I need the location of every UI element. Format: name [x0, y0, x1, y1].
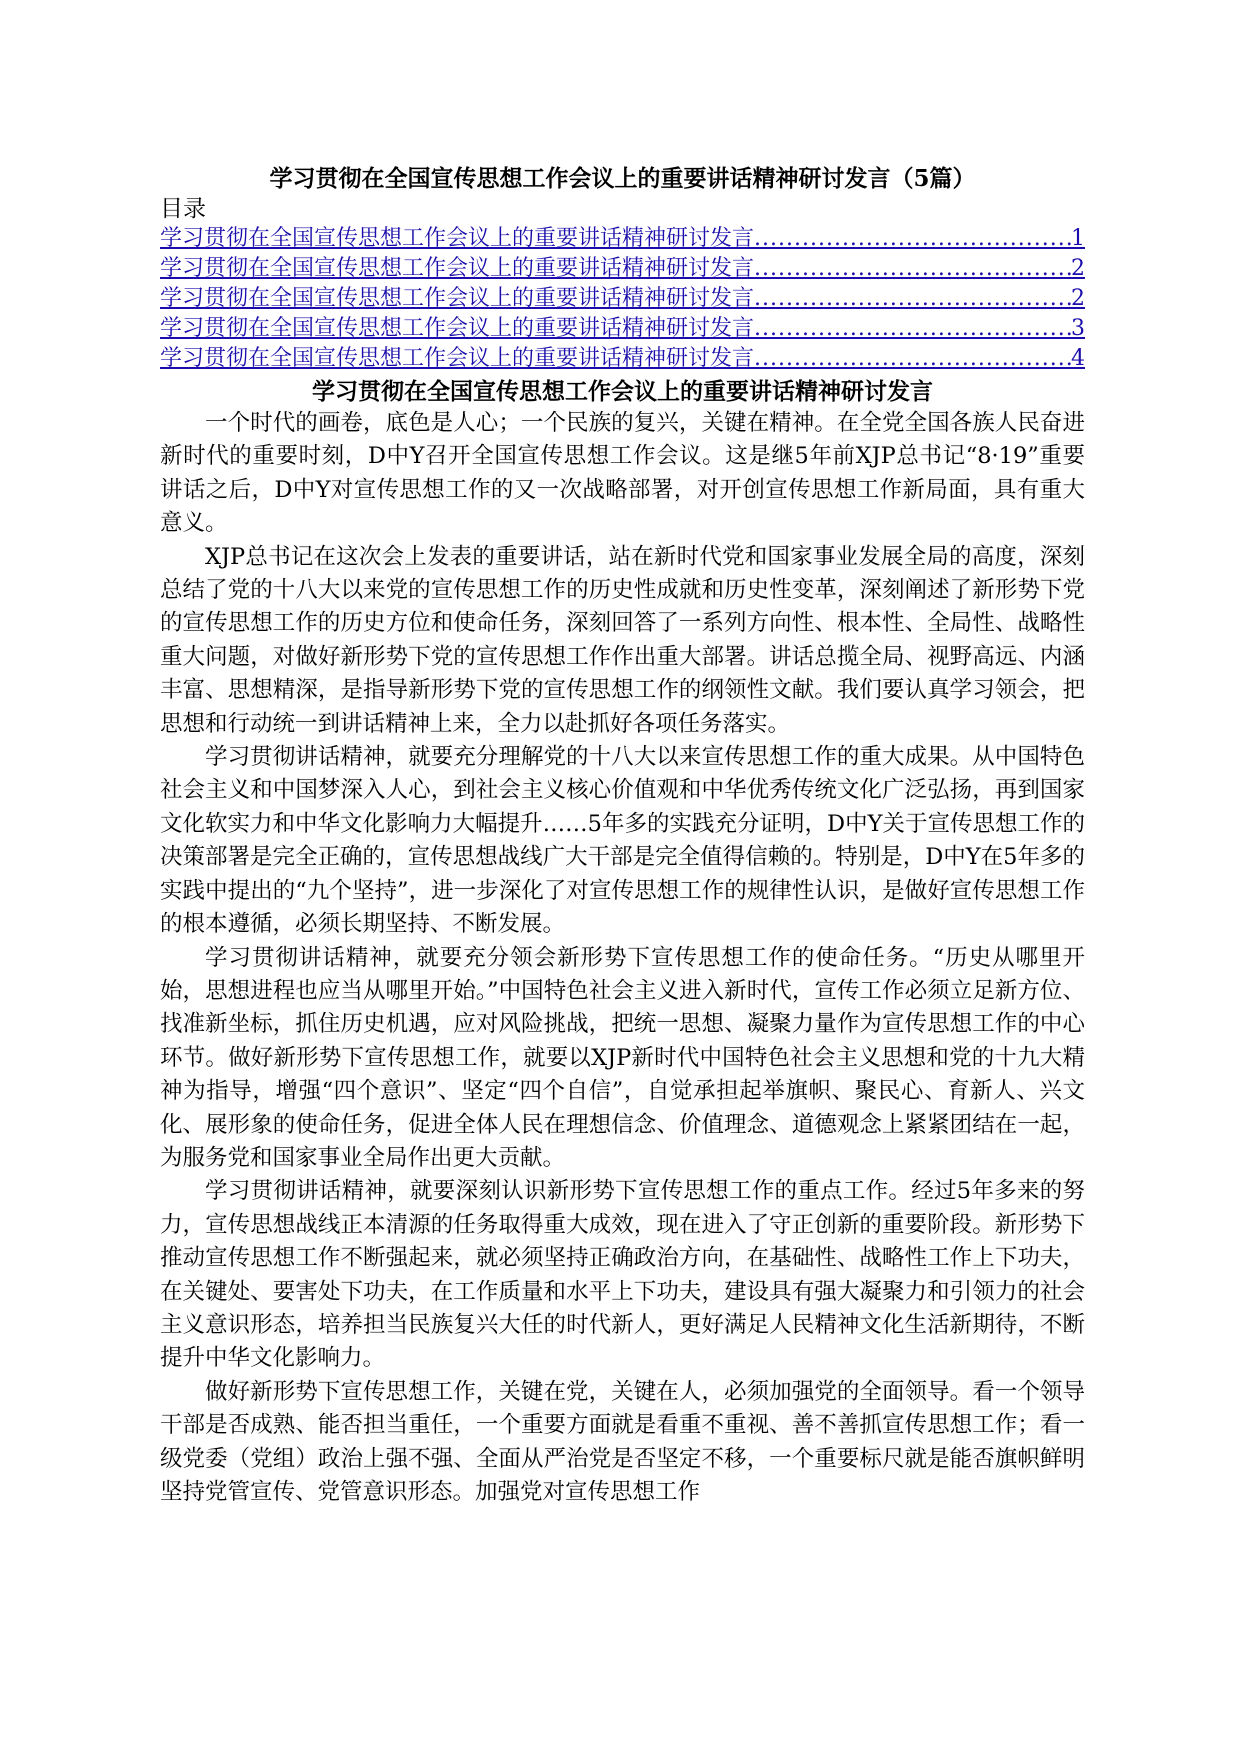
toc-link-4[interactable] [160, 314, 1085, 344]
toc-dot-leader [754, 284, 1071, 314]
body-paragraph: 学习贯彻讲话精神，就要充分领会新形势下宣传思想工作的使命任务。“历史从哪里开始，思想进程也应当从哪里开始。”中国特色社会主义进入新时代，宣传工作必须立足新方位、找准新坐标，抓住历史机遇，应对风险挑战，把统一思想、凝聚力量作为宣传思想工作的中心环节。做好新形势下宣传思想工作，就要以XJP新时代中国特色社会主义思想和党的十九大精神为指导，增强“四个意识”、坚定“四个自信”，自觉承担起举旗帜、聚民心、育新人、兴文化、展形象的使命任务，促进全体人民在理想信念、价值理念、道德观念上紧紧团结在一起，为服务党和国家事业全局作出更大贡献。 [160, 944, 1085, 1171]
toc-link-2[interactable] [160, 254, 1085, 284]
toc-link-text: 学习贯彻在全国宣传思想工作会议上的重要讲话精神研讨发言 [160, 346, 755, 371]
toc-link-5[interactable] [160, 344, 1085, 374]
toc-page-number: 3 [1071, 316, 1085, 341]
toc-dot-leader [754, 314, 1071, 344]
toc-link-text: 学习贯彻在全国宣传思想工作会议上的重要讲话精神研讨发言 [160, 286, 755, 311]
toc-link-text: 学习贯彻在全国宣传思想工作会议上的重要讲话精神研讨发言 [160, 226, 755, 251]
toc-heading: 目录 [160, 196, 206, 222]
body-paragraph: XJP总书记在这次会上发表的重要讲话，站在新时代党和国家事业发展全局的高度，深刻总结了党的十八大以来党的宣传思想工作的历史性成就和历史性变革，深刻阐述了新形势下党的宣传思想工作的历史方位和使命任务，深刻回答了一系列方向性、根本性、全局性、战略性重大问题，对做好新形势下党的宣传思想工作作出重大部署。讲话总揽全局、视野高远、内涵丰富、思想精深，是指导新形势下党的宣传思想工作的纲领性文献。我们要认真学习领会，把思想和行动统一到讲话精神上来，全力以赴抓好各项任务落实。 [160, 543, 1085, 737]
toc-page-number: 1 [1071, 226, 1085, 251]
toc-link-text: 学习贯彻在全国宣传思想工作会议上的重要讲话精神研讨发言 [160, 256, 755, 281]
section-title: 学习贯彻在全国宣传思想工作会议上的重要讲话精神研讨发言 [312, 378, 933, 405]
toc-link-1[interactable] [160, 224, 1085, 254]
toc-dot-leader [754, 254, 1071, 284]
toc-page-number: 2 [1071, 286, 1085, 311]
document-title: 学习贯彻在全国宣传思想工作会议上的重要讲话精神研讨发言（5篇） [269, 165, 976, 192]
toc-dot-leader [754, 224, 1071, 254]
toc-link-text: 学习贯彻在全国宣传思想工作会议上的重要讲话精神研讨发言 [160, 316, 755, 341]
table-of-contents [160, 224, 1085, 374]
toc-dot-leader [754, 344, 1071, 374]
toc-page-number: 4 [1071, 346, 1085, 371]
body-paragraph: 做好新形势下宣传思想工作，关键在党，关键在人，必须加强党的全面领导。看一个领导干部是否成熟、能否担当重任，一个重要方面就是看重不重视、善不善抓宣传思想工作；看一级党委（党组）政治上强不强、全面从严治党是否坚定不移，一个重要标尺就是能否旗帜鲜明坚持党管宣传、党管意识形态。加强党对宣传思想工作 [160, 1378, 1085, 1505]
toc-page-number: 2 [1071, 256, 1085, 281]
body-paragraph: 学习贯彻讲话精神，就要深刻认识新形势下宣传思想工作的重点工作。经过5年多来的努力，宣传思想战线正本清源的任务取得重大成效，现在进入了守正创新的重要阶段。新形势下推动宣传思想工作不断强起来，就必须坚持正确政治方向，在基础性、战略性工作上下功夫，在关键处、要害处下功夫，在工作质量和水平上下功夫，建设具有强大凝聚力和引领力的社会主义意识形态，培养担当民族复兴大任的时代新人，更好满足人民精神文化生活新期待，不断提升中华文化影响力。 [160, 1178, 1085, 1372]
document-page [160, 163, 1085, 1509]
toc-link-3[interactable] [160, 284, 1085, 314]
body-paragraph: 学习贯彻讲话精神，就要充分理解党的十八大以来宣传思想工作的重大成果。从中国特色社会主义和中国梦深入人心，到社会主义核心价值观和中华优秀传统文化广泛弘扬，再到国家文化软实力和中华文化影响力大幅提升……5年多的实践充分证明，D中Y关于宣传思想工作的决策部署是完全正确的，宣传思想战线广大干部是完全值得信赖的。特别是，D中Y在5年多的实践中提出的“九个坚持”，进一步深化了对宣传思想工作的规律性认识，是做好宣传思想工作的根本遵循，必须长期坚持、不断发展。 [160, 744, 1085, 938]
body-paragraph: 一个时代的画卷，底色是人心；一个民族的复兴，关键在精神。在全党全国各族人民奋进新时代的重要时刻，D中Y召开全国宣传思想工作会议。这是继5年前XJP总书记“8·19”重要讲话之后，D中Y对宣传思想工作的又一次战略部署，对开创宣传思想工作新局面，具有重大意义。 [160, 410, 1085, 537]
